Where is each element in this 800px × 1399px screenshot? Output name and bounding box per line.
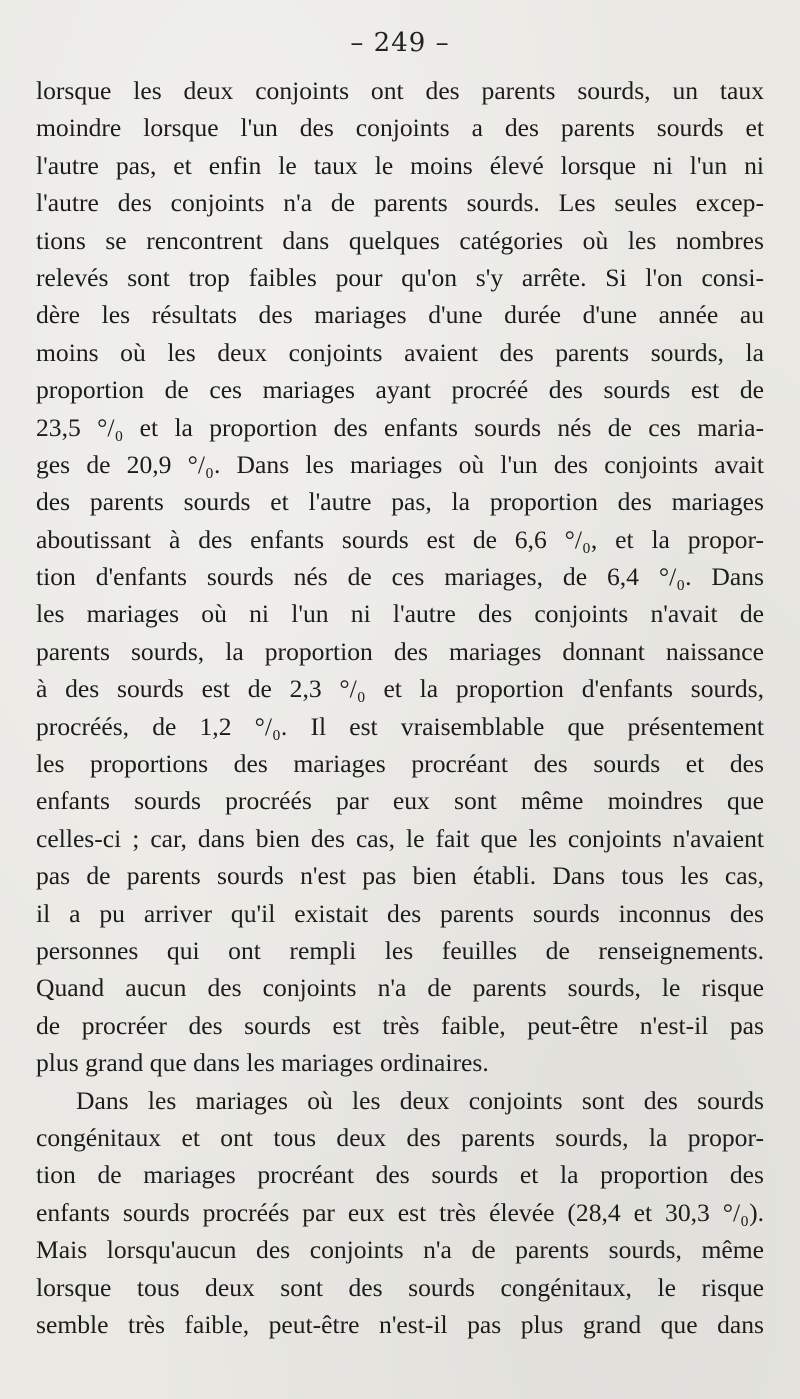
- text-line: aboutissant à des enfants sourds est de 6,6 °/₀, et la propor-: [36, 524, 764, 554]
- text-line: tion de mariages procréant des sourds et la proportion des: [36, 1160, 764, 1190]
- text-line: Dans les mariages où les deux conjoints sont des sourds: [76, 1085, 764, 1115]
- text-line: enfants sourds procréés par eux sont même moindres que: [36, 786, 764, 816]
- text-line: dère les résultats des mariages d'une durée d'une année au: [36, 300, 764, 330]
- text-line: procréés, de 1,2 °/₀. Il est vraisemblable que présentement: [36, 711, 764, 741]
- text-line: Mais lorsqu'aucun des conjoints n'a de parents sourds, même: [36, 1235, 764, 1265]
- text-line: de procréer des sourds est très faible, peut-être n'est-il pas: [36, 1010, 764, 1040]
- text-line: pas de parents sourds n'est pas bien établi. Dans tous les cas,: [36, 861, 764, 891]
- text-line: lorsque les deux conjoints ont des parents sourds, un taux: [36, 76, 764, 105]
- text-line: semble très faible, peut-être n'est-il pas plus grand que dans: [36, 1309, 764, 1339]
- text-line: lorsque tous deux sont des sourds congénitaux, le risque: [36, 1272, 764, 1302]
- page-number: – 249 –: [350, 28, 450, 58]
- text-line: Quand aucun des conjoints n'a de parents sourds, le risque: [36, 973, 764, 1003]
- text-line: tions se rencontrent dans quelques catégories où les nombres: [36, 225, 764, 255]
- text-line: ges de 20,9 °/₀. Dans les mariages où l'un des conjoints avait: [36, 449, 764, 479]
- text-line: congénitaux et ont tous deux des parents sourds, la propor-: [36, 1122, 764, 1152]
- text-line: l'autre des conjoints n'a de parents sourds. Les seules excep-: [36, 188, 764, 218]
- text-line: personnes qui ont rempli les feuilles de renseignements.: [36, 935, 764, 965]
- text-line: 23,5 °/₀ et la proportion des enfants sourds nés de ces maria-: [36, 412, 764, 442]
- text-line: l'autre pas, et enfin le taux le moins élevé lorsque ni l'un ni: [36, 150, 764, 180]
- text-line: les mariages où ni l'un ni l'autre des conjoints n'avait de: [36, 599, 764, 629]
- text-line: les proportions des mariages procréant des sourds et des: [36, 749, 764, 779]
- text-line: moindre lorsque l'un des conjoints a des parents sourds et: [36, 113, 764, 143]
- text-line: à des sourds est de 2,3 °/₀ et la proportion d'enfants sourds,: [36, 674, 764, 704]
- text-line: relevés sont trop faibles pour qu'on s'y arrête. Si l'on consi-: [36, 262, 764, 292]
- text-line: il a pu arriver qu'il existait des parents sourds inconnus des: [36, 898, 764, 928]
- paragraph-2: [36, 1082, 764, 1344]
- text-line: parents sourds, la proportion des mariages donnant naissance: [36, 636, 764, 666]
- text-line: plus grand que dans les mariages ordinaires.: [36, 1048, 489, 1078]
- body-text: [36, 72, 764, 1343]
- text-line: enfants sourds procréés par eux est très élevée (28,4 et 30,3 °/₀).: [36, 1197, 764, 1227]
- text-line: tion d'enfants sourds nés de ces mariages, de 6,4 °/₀. Dans: [36, 562, 764, 592]
- text-line: proportion de ces mariages ayant procréé des sourds est de: [36, 375, 764, 405]
- text-line: des parents sourds et l'autre pas, la proportion des mariages: [36, 487, 764, 517]
- text-line: celles-ci ; car, dans bien des cas, le fait que les conjoints n'avaient: [36, 823, 764, 853]
- paragraph-1: [36, 72, 764, 1082]
- text-line: moins où les deux conjoints avaient des parents sourds, la: [36, 337, 764, 367]
